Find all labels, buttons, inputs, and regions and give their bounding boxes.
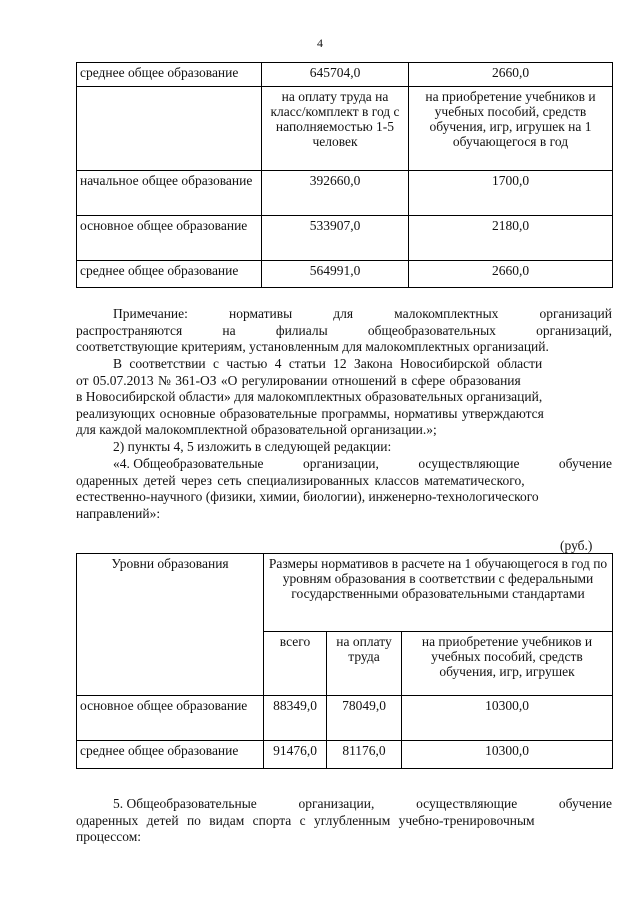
table-row — [77, 63, 613, 87]
level-cell: среднее общее образование — [77, 741, 264, 769]
subheader-books-cell: на приобретение учебников и учебных пособий, средств обучения, игр, игрушек — [402, 632, 613, 696]
table-row — [77, 696, 613, 741]
header-sizes-cell: Размеры нормативов в расчете на 1 обучающегося в год по уровням образования в соответствии с федеральными государственными образовательными стандартами — [264, 554, 613, 632]
books-value-cell: 10300,0 — [402, 741, 613, 769]
page-number: 4 — [317, 36, 323, 50]
level-cell: основное общее образование — [77, 216, 262, 261]
point-4-paragraph: «4. Общеобразовательные организации, осуществляющие обучение одаренных детей через сеть специализированных классов математического, естественно-научного (физики, химии, биологии), инженерно-технологического направлений»: — [76, 456, 612, 521]
books-value-cell: 2660,0 — [409, 63, 613, 87]
books-value-cell: 10300,0 — [402, 696, 613, 741]
header-books-cell: на приобретение учебников и учебных пособий, средств обучения, игр, игрушек на 1 обучающегося в год — [409, 87, 613, 171]
amendment-paragraph: 2) пункты 4, 5 изложить в следующей редакции: — [113, 439, 392, 454]
subheader-labor-cell: на оплату труда — [327, 632, 402, 696]
table-row — [77, 171, 613, 216]
labor-value-cell: 645704,0 — [262, 63, 409, 87]
note-paragraph: Примечание: нормативы для малокомплектных организаций распространяются на филиалы общеобразовательных организаций, соответствующие критериям, установленным для малокомплектных организаций. — [76, 306, 612, 354]
labor-value-cell: 81176,0 — [327, 741, 402, 769]
law-reference-paragraph: В соответствии с частью 4 статьи 12 Закона Новосибирской области от 05.07.2013 № 361-ОЗ «О регулировании отношений в сфере образования в Новосибирской области» для малокомплектных образовательных организаций, реализующих основные образовательные программы, нормативы утверждаются для каждой малокомплектной образовательной организации.»; — [76, 356, 544, 437]
table-header-row — [77, 87, 613, 171]
norms-table-gifted-children — [76, 553, 613, 769]
labor-value-cell: 392660,0 — [262, 171, 409, 216]
empty-header-cell — [77, 87, 262, 171]
labor-value-cell: 533907,0 — [262, 216, 409, 261]
level-cell: начальное общее образование — [77, 171, 262, 216]
level-cell: основное общее образование — [77, 696, 264, 741]
header-labor-cell: на оплату труда на класс/комплект в год с наполняемостью 1-5 человек — [262, 87, 409, 171]
subheader-total-cell: всего — [264, 632, 327, 696]
level-cell: среднее общее образование — [77, 261, 262, 288]
labor-value-cell: 564991,0 — [262, 261, 409, 288]
norms-table-small-schools — [76, 62, 613, 288]
table-row — [77, 216, 613, 261]
table-row — [77, 741, 613, 769]
books-value-cell: 2660,0 — [409, 261, 613, 288]
table-header-row — [77, 554, 613, 632]
header-levels-cell: Уровни образования — [77, 554, 264, 696]
total-value-cell: 91476,0 — [264, 741, 327, 769]
currency-unit: (руб.) — [560, 538, 593, 553]
books-value-cell: 2180,0 — [409, 216, 613, 261]
level-cell: среднее общее образование — [77, 63, 262, 87]
books-value-cell: 1700,0 — [409, 171, 613, 216]
total-value-cell: 88349,0 — [264, 696, 327, 741]
point-5-paragraph: 5. Общеобразовательные организации, осуществляющие обучение одаренных детей по видам спорта с углубленным учебно-тренировочным процессом: — [76, 796, 612, 844]
labor-value-cell: 78049,0 — [327, 696, 402, 741]
table-row — [77, 261, 613, 288]
